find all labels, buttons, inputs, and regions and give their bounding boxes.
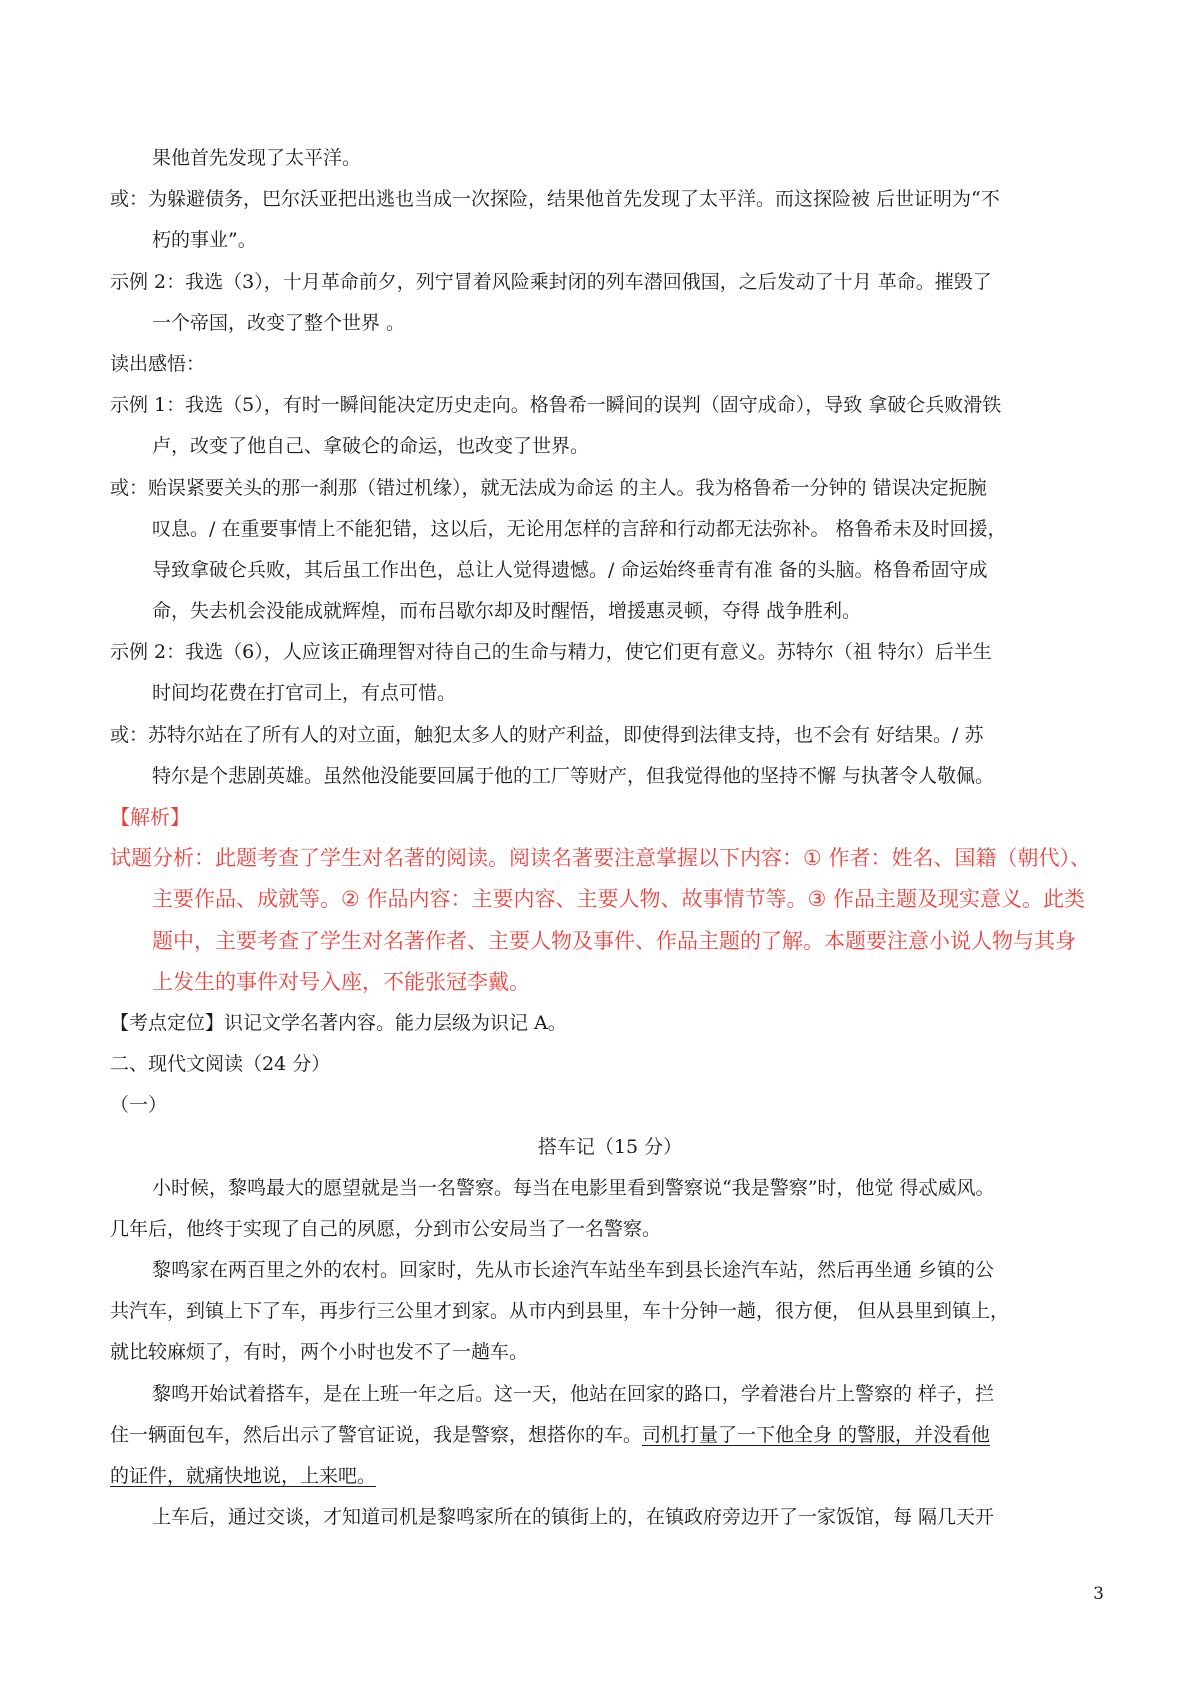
text-line bbox=[110, 1127, 1110, 1168]
line-text: 就比较麻烦了，有时，两个小时也发不了一趟车。 bbox=[110, 1341, 529, 1364]
text-line bbox=[110, 591, 1110, 632]
text-line bbox=[110, 468, 1110, 509]
text-column bbox=[110, 138, 1110, 1538]
text-line bbox=[110, 1209, 1110, 1250]
text-line bbox=[110, 1291, 1110, 1332]
line-text: 小时候，黎鸣最大的愿望就是当一名警察。每当在电影里看到警察说“我是警察”时，他觉 得忒威风。 bbox=[152, 1176, 995, 1199]
text-line bbox=[110, 1044, 1110, 1085]
text-line bbox=[110, 756, 1110, 797]
underlined-text: 司机打量了一下他全身 的警服，并没看他 bbox=[642, 1423, 991, 1446]
line-text: （一） bbox=[110, 1094, 168, 1117]
line-text: 住一辆面包车，然后出示了警官证说，我是警察，想搭你的车。 bbox=[110, 1423, 643, 1446]
text-line bbox=[110, 179, 1110, 220]
line-text: 上车后，通过交谈，才知道司机是黎鸣家所在的镇街上的，在镇政府旁边开了一家饭馆，每 隔几天开 bbox=[152, 1506, 995, 1529]
line-text: 示例 1：我选（5），有时一瞬间能决定历史走向。格鲁希一瞬间的误判（固守成命），导致 拿破仑兵败滑铁 bbox=[110, 394, 1002, 417]
text-line bbox=[110, 1415, 1110, 1456]
line-text: 示例 2：我选（6），人应该正确理智对待自己的生命与精力，使它们更有意义。苏特尔（祖 特尔）后半生 bbox=[110, 641, 992, 664]
line-text: 黎鸣开始试着搭车，是在上班一年之后。这一天，他站在回家的路口，学着港台片上警察的 样子，拦 bbox=[152, 1382, 995, 1405]
text-line bbox=[110, 426, 1110, 467]
text-line bbox=[110, 1456, 1110, 1497]
line-text: 题中，主要考查了学生对名著作者、主要人物及事件、作品主题的了解。本题要注意小说人物与其身 bbox=[152, 928, 1076, 953]
text-line bbox=[110, 1332, 1110, 1373]
line-text: 果他首先发现了太平洋。 bbox=[152, 147, 362, 169]
text-line bbox=[110, 921, 1110, 962]
line-text: 或：为躲避债务，巴尔沃亚把出逃也当成一次探险，结果他首先发现了太平洋。而这探险被 后世证明为“不 bbox=[110, 188, 1000, 211]
line-text: 朽的事业”。 bbox=[152, 229, 257, 252]
text-line bbox=[110, 673, 1110, 714]
line-text: 二、现代文阅读（24 分） bbox=[110, 1053, 331, 1076]
line-text: 上发生的事件对号入座，不能张冠李戴。 bbox=[152, 969, 530, 994]
text-line bbox=[110, 715, 1110, 756]
text-line bbox=[110, 344, 1110, 385]
text-line bbox=[110, 303, 1110, 344]
text-line bbox=[110, 385, 1110, 426]
text-line bbox=[110, 1250, 1110, 1291]
underlined-text: 的证件，就痛快地说，上来吧。 bbox=[110, 1465, 377, 1487]
line-text: 读出感悟： bbox=[110, 352, 206, 375]
text-line bbox=[110, 838, 1110, 879]
page-number: 3 bbox=[1093, 1584, 1104, 1604]
text-line bbox=[110, 879, 1110, 920]
line-text: 卢，改变了他自己、拿破仑的命运，也改变了世界。 bbox=[152, 435, 590, 458]
text-line bbox=[110, 138, 1110, 179]
line-text: 导致拿破仑兵败，其后虽工作出色，总让人觉得遗憾。/ 命运始终垂青有准 备的头脑。格鲁希固守成 bbox=[152, 558, 988, 581]
line-text: 叹息。/ 在重要事情上不能犯错，这以后，无论用怎样的言辞和行动都无法弥补。 格鲁希未及时回援， bbox=[152, 517, 1007, 540]
text-line bbox=[110, 1374, 1110, 1415]
text-line bbox=[110, 509, 1110, 550]
line-text: 时间均花费在打官司上，有点可惜。 bbox=[152, 682, 457, 705]
text-line bbox=[110, 1003, 1110, 1044]
line-text: 几年后，他终于实现了自己的夙愿，分到市公安局当了一名警察。 bbox=[110, 1217, 662, 1240]
text-line bbox=[110, 220, 1110, 261]
text-line bbox=[110, 550, 1110, 591]
line-text: 【解析】 bbox=[110, 805, 190, 829]
line-text: 或：贻误紧要关头的那一刹那（错过机缘），就无法成为命运 的主人。我为格鲁希一分钟的 错误决定扼腕 bbox=[110, 476, 987, 499]
line-text: 试题分析：此题考查了学生对名著的阅读。阅读名著要注意掌握以下内容：① 作者：姓名、国籍（朝代）、 bbox=[110, 846, 1091, 871]
text-line bbox=[110, 632, 1110, 673]
line-text: 或：苏特尔站在了所有人的对立面，触犯太多人的财产利益，即使得到法律支持，也不会有 好结果。/ 苏 bbox=[110, 723, 984, 746]
line-text: 【考点定位】识记文学名著内容。能力层级为识记 A。 bbox=[110, 1011, 567, 1034]
line-text: 命，失去机会没能成就辉煌，而布吕歇尔却及时醒悟，增援惠灵顿，夺得 战争胜利。 bbox=[152, 600, 862, 623]
text-line bbox=[110, 262, 1110, 303]
text-line bbox=[110, 962, 1110, 1003]
line-text: 一个帝国，改变了整个世界 。 bbox=[152, 311, 406, 334]
line-text: 共汽车，到镇上下了车，再步行三公里才到家。从市内到县里，车十分钟一趟，很方便， 但从县里到镇上， bbox=[110, 1300, 1010, 1323]
line-text: 黎鸣家在两百里之外的农村。回家时，先从市长途汽车站坐车到县长途汽车站，然后再坐通 乡镇的公 bbox=[152, 1259, 995, 1282]
line-text: 搭车记（15 分） bbox=[537, 1135, 683, 1158]
line-text: 示例 2：我选（3），十月革命前夕，列宁冒着风险乘封闭的列车潜回俄国，之后发动了十月 革命。摧毁了 bbox=[110, 270, 992, 293]
text-line bbox=[110, 1085, 1110, 1126]
line-text: 特尔是个悲剧英雄。虽然他没能要回属于他的工厂等财产，但我觉得他的坚持不懈 与执著令人敬佩。 bbox=[152, 764, 995, 787]
text-line bbox=[110, 797, 1110, 838]
line-text: 主要作品、成就等。② 作品内容：主要内容、主要人物、故事情节等。③ 作品主题及现实意义。此类 bbox=[152, 887, 1085, 912]
text-line bbox=[110, 1497, 1110, 1538]
text-line bbox=[110, 1168, 1110, 1209]
